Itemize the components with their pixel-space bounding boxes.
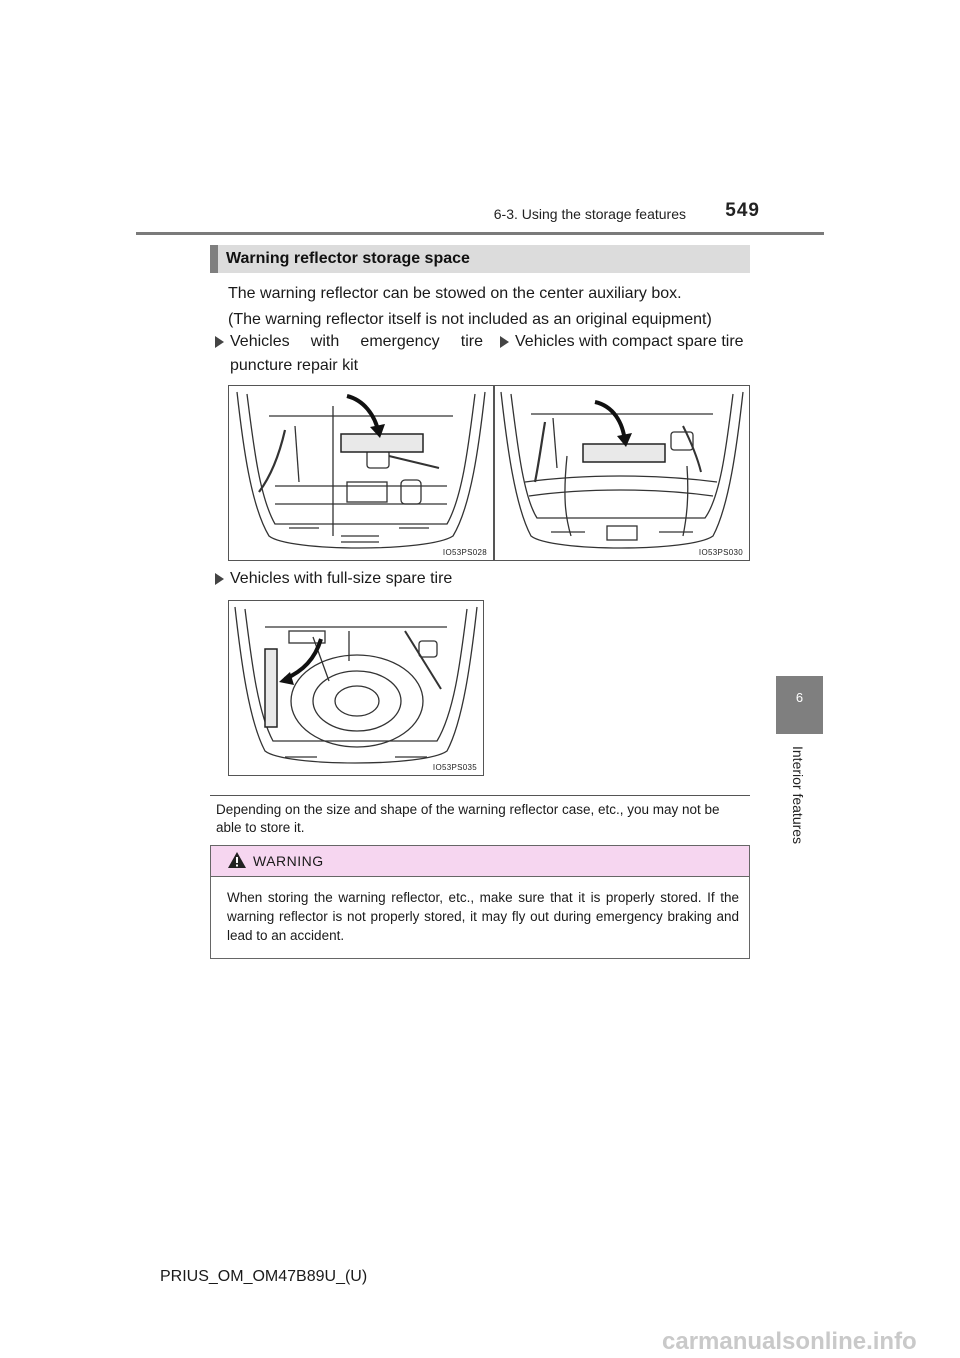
page-number: 549 [725, 200, 760, 221]
figure-code: IO53PS028 [442, 548, 487, 557]
figure-code: IO53PS030 [698, 548, 743, 557]
bullet-triangle-icon [500, 336, 509, 348]
figure-compact-spare [494, 385, 750, 561]
section-title: Warning reflector storage space [210, 245, 750, 273]
warning-title: WARNING [253, 853, 324, 869]
footer-manual-code: PRIUS_OM_OM47B89U_(U) [160, 1268, 368, 1285]
note-divider [210, 795, 750, 796]
warning-triangle-icon [227, 851, 247, 869]
header-divider [136, 232, 824, 235]
bullet-triangle-icon [215, 336, 224, 348]
cargo-illustration-emergency-kit [229, 386, 493, 560]
caption-emergency-kit: Vehicles with emergency tire puncture repair kit [215, 330, 483, 378]
intro-line-2: (The warning reflector itself is not included as an original equipment) [228, 311, 712, 328]
caption-compact-spare: Vehicles with compact spare tire [500, 330, 750, 354]
storage-area-highlight [583, 444, 665, 462]
caption-full-size-spare: Vehicles with full-size spare tire [215, 567, 515, 591]
watermark: carmanualsonline.info [662, 1328, 917, 1355]
note-text: Depending on the size and shape of the warning reflector case, etc., you may not be able to store it. [216, 802, 720, 835]
intro-text [228, 281, 768, 333]
warning-body: When storing the warning reflector, etc., make sure that it is properly stored. If the warning reflector is not properly stored, it may fly out during emergency braking and lead to an accident. [227, 890, 739, 943]
storage-area-highlight [341, 434, 423, 452]
chapter-number: 6 [795, 690, 804, 705]
figure-emergency-kit [228, 385, 494, 561]
warning-box [210, 845, 750, 959]
warning-header [211, 846, 749, 877]
header-section-title: 6-3. Using the storage features [493, 206, 686, 222]
figure-full-size-spare [228, 600, 484, 776]
cargo-illustration-compact-spare [495, 386, 749, 560]
intro-line-1: The warning reflector can be stowed on the center auxiliary box. [228, 285, 682, 302]
cargo-illustration-full-size-spare [229, 601, 483, 775]
chapter-tab [776, 676, 823, 734]
chapter-label: Interior features [790, 746, 806, 845]
bullet-triangle-icon [215, 573, 224, 585]
storage-area-highlight [265, 649, 277, 727]
figure-code: IO53PS035 [432, 763, 477, 772]
